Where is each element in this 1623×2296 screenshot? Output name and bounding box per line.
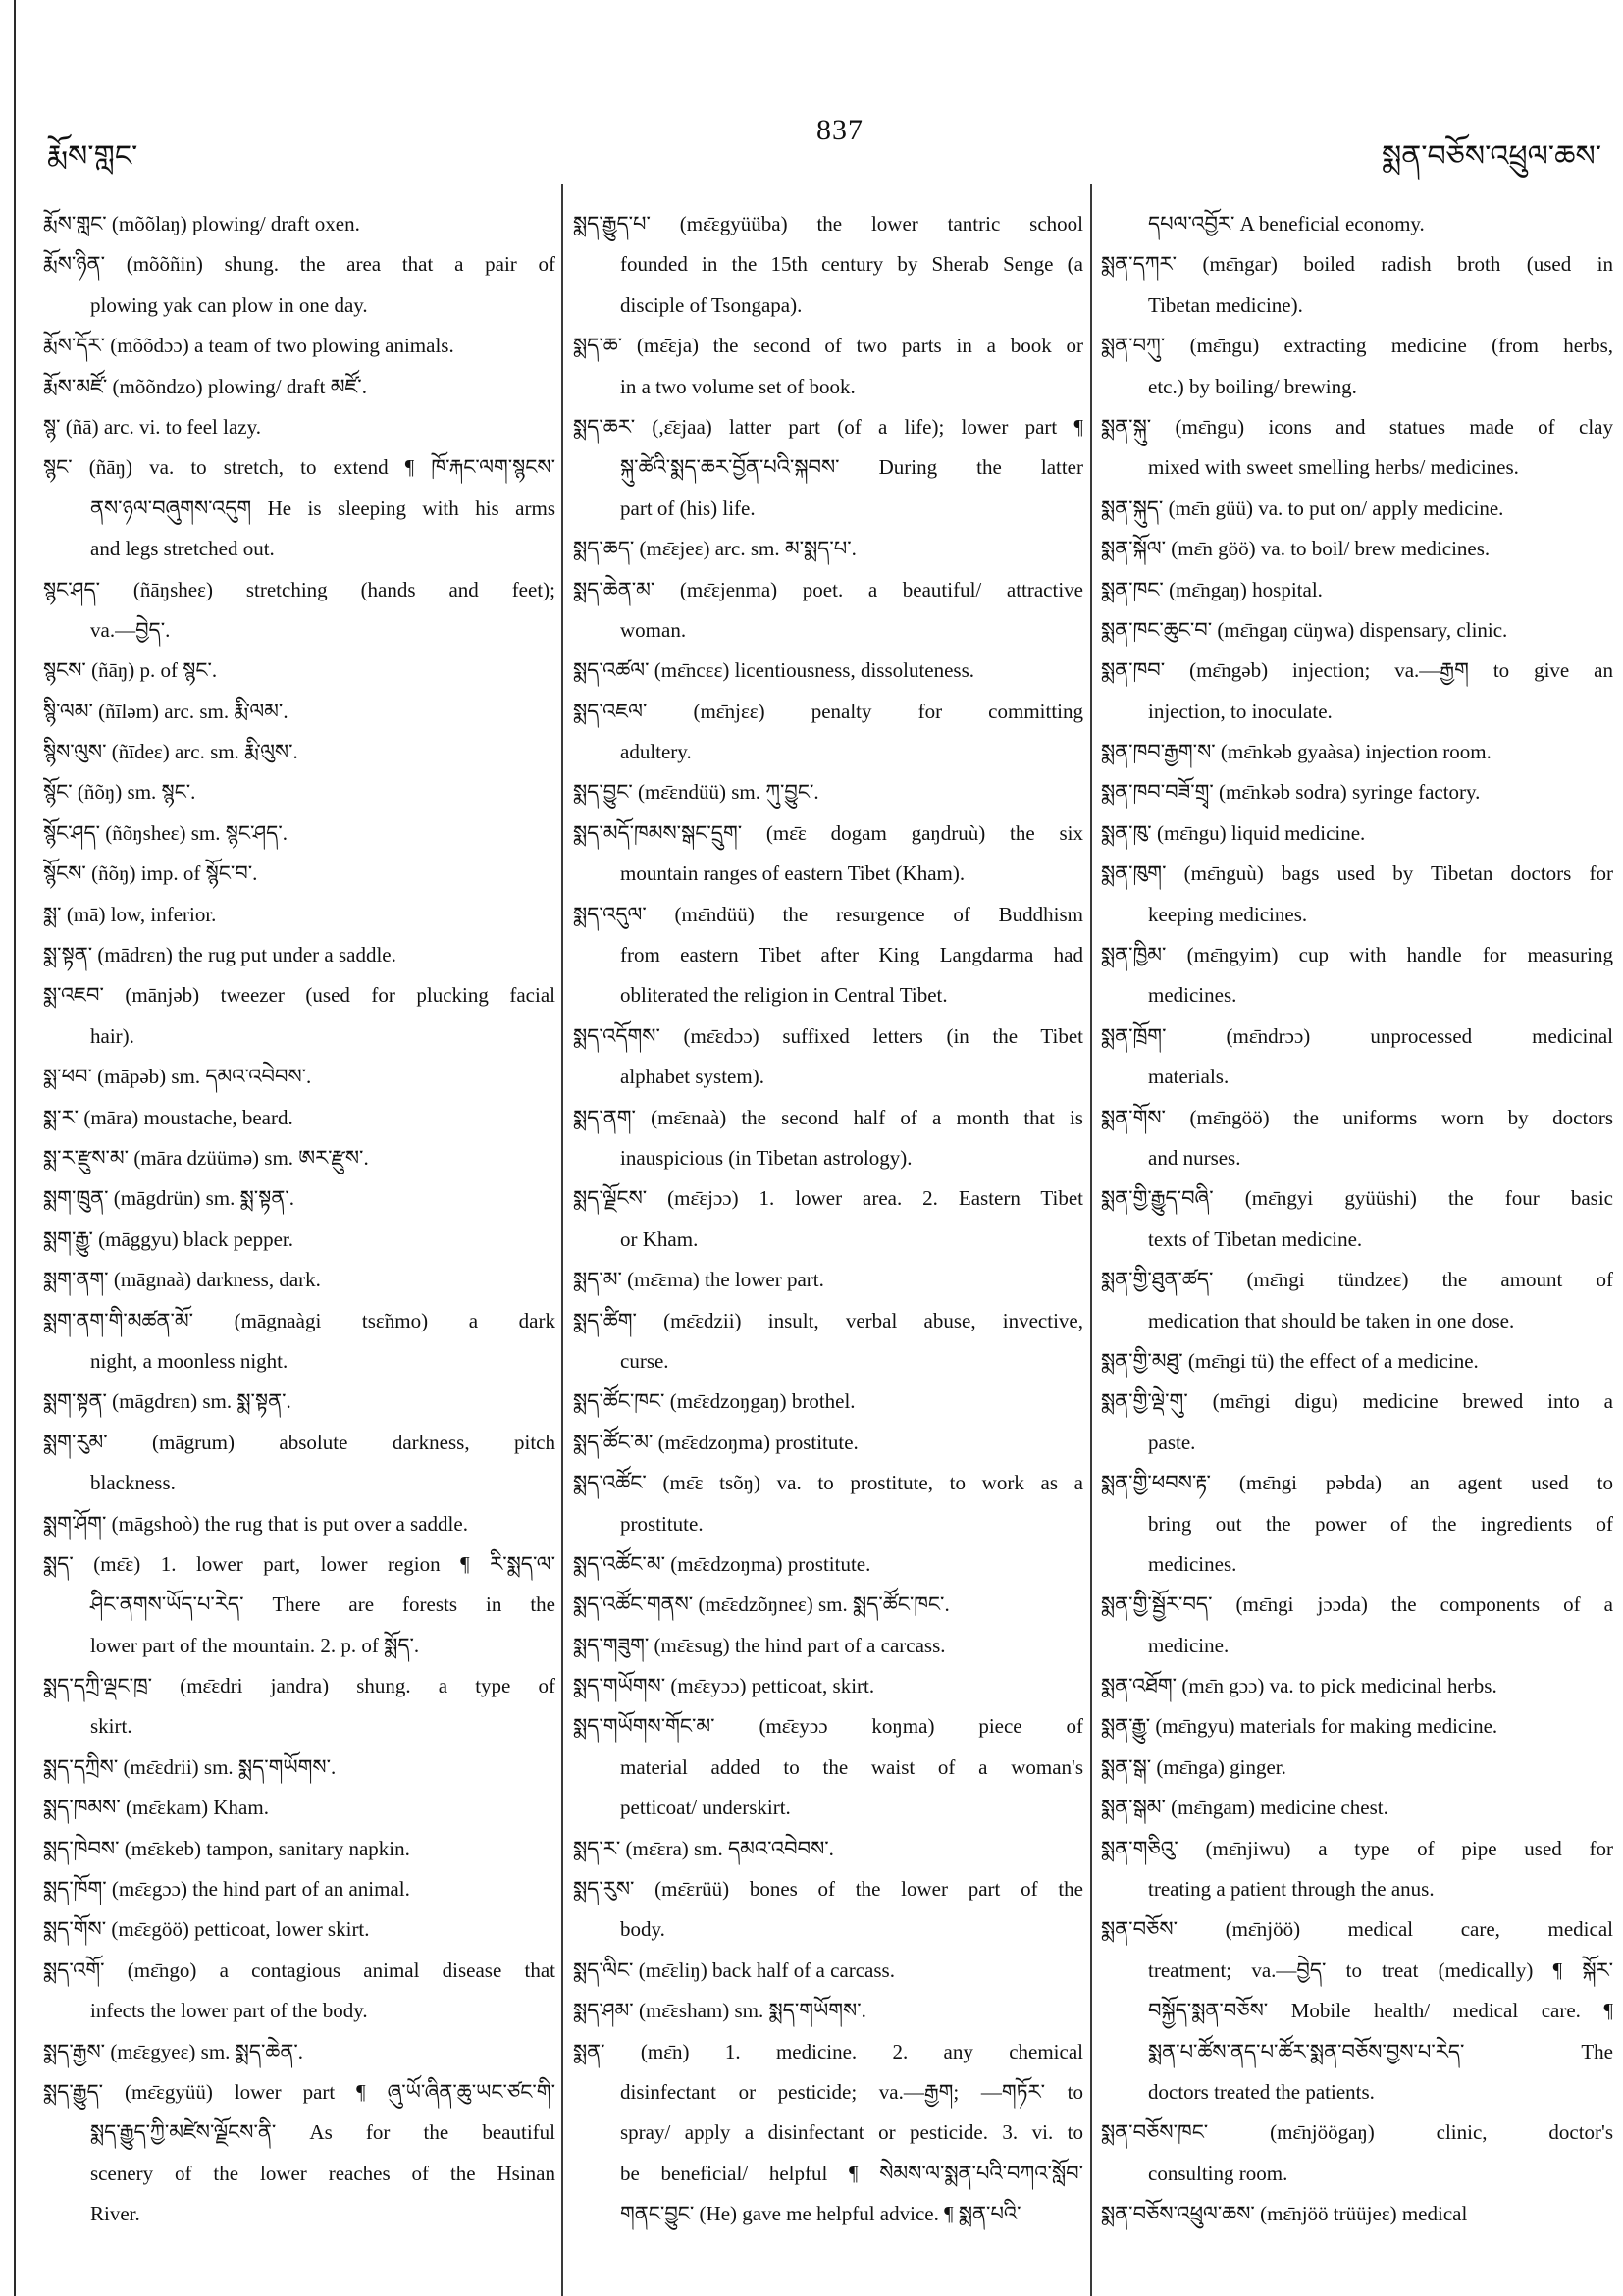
dictionary-entry [573, 1301, 1083, 1383]
entry-line: disinfectant or pesticide; va.—རྒྱག; —གཏོར་ to [620, 2079, 1083, 2104]
left-margin-rule [14, 0, 16, 2296]
entry-headline: སྨན་ཁབ་ (mɛ̄ngəb) injection; va.—རྒྱག to give an [1101, 658, 1613, 683]
dictionary-entry [1101, 772, 1613, 812]
entry-headline: སྨན་གྱི་མཐུ་ (mɛ̄ngi tü) the effect of a medicine. [1101, 1348, 1479, 1373]
entry-line: keeping medicines. [1148, 902, 1308, 926]
entry-headline: སྨག་རུམ་ (māgrum) absolute darkness, pitch [43, 1430, 555, 1454]
dictionary-entry [1101, 935, 1613, 1017]
entry-headline: སྨན་སྒ་ (mɛ̄nga) ginger. [1101, 1754, 1286, 1779]
entry-headline: སྨན་ཁྱིམ་ (mɛ̄ngyim) cup with handle for measuring [1101, 943, 1613, 967]
dictionary-entry [43, 813, 555, 854]
entry-line: founded in the 15th century by Sherab Senge (a [620, 252, 1083, 277]
entry-headline: སྙངས་ (ñāŋ) p. of སྙང་. [43, 658, 218, 683]
entry-line: and legs stretched out. [90, 537, 275, 561]
dictionary-entry [43, 1098, 555, 1138]
dictionary-entry [1101, 244, 1613, 326]
entry-line: alphabet system). [620, 1065, 764, 1089]
dictionary-entry [1101, 1748, 1613, 1788]
entry-line: treating a patient through the anus. [1148, 1877, 1435, 1902]
entry-headline: སྨད་ཆ་ (mɛ̄ɛja) the second of two parts in a book or [573, 334, 1083, 358]
entry-headline: སྨན་གྱི་ཐུན་ཚད་ (mɛ̄ngi tündzeɛ) the amount of [1101, 1268, 1613, 1292]
dictionary-entry [43, 1178, 555, 1219]
entry-line: curse. [620, 1348, 669, 1373]
dictionary-entry [573, 1544, 1083, 1585]
dictionary-entry [573, 204, 1083, 326]
entry-line: ཤིང་ནགས་ཡོད་པ་རེད་ There are forests in the [90, 1592, 555, 1617]
entry-headline: སྨན་གྱི་རྒྱུད་བཞི་ (mɛ̄ngyi gyüüshi) the four basic [1101, 1186, 1613, 1211]
entry-headline: རྨོས་ཉིན་ (mõõñin) shung. the area that a pair of [43, 252, 555, 277]
entry-headline: སྨག་ཤོག་ (māgshoò) the rug that is put over a saddle. [43, 1511, 468, 1536]
entry-line: materials. [1148, 1065, 1230, 1089]
column-divider [561, 184, 563, 2296]
dictionary-entry [573, 1869, 1083, 1951]
entry-line: བསྐྱོད་སྨན་བཅོས་ Mobile health/ medical care. ¶ [1148, 1999, 1613, 2023]
dictionary-entry [573, 895, 1083, 1017]
entry-line: spray/ apply a disinfectant or pesticide. 3. vi. to [620, 2120, 1083, 2145]
entry-headline: སྨད་ཁམས་ (mɛ̄ɛkam) Kham. [43, 1796, 269, 1820]
entry-headline: སྨད་མ་ (mɛ̄ɛma) the lower part. [573, 1268, 824, 1292]
entry-headline: སྙི་ལམ་ (ñīləm) arc. sm. རྨི་ལམ་. [43, 699, 288, 723]
entry-headline: སྨན་ཁུ་ (mɛ̄ngu) liquid medicine. [1101, 820, 1366, 845]
entry-headline: སྨད་འཇལ་ (mɛ̄njɛɛ) penalty for committing [573, 699, 1083, 723]
dictionary-entry [573, 1991, 1083, 2031]
entry-line: inauspicious (in Tibetan astrology). [620, 1145, 913, 1170]
dictionary-entry [43, 1748, 555, 1788]
dictionary-entry [573, 772, 1083, 812]
entry-line: night, a moonless night. [90, 1348, 288, 1373]
entry-line: སྐུ་ཚེའི་སྨད་ཆར་བྱོན་པའི་སྐབས་ During the latter [620, 455, 1083, 480]
entry-line: medicines. [1148, 1551, 1237, 1576]
entry-headline: སྨད་ཆད་ (mɛ̄ɛjeɛ) arc. sm. མ་སྨད་པ་. [573, 537, 857, 561]
entry-headline: སྙོངས་ (ñõŋ) imp. of སྙོང་བ་. [43, 861, 258, 886]
entry-headline: སྨག་རྒྱུ་ (māggyu) black pepper. [43, 1226, 293, 1251]
dictionary-entry [1101, 1098, 1613, 1179]
entry-headline: སྨ་ཕབ་ (māpəb) sm. དམའ་འབེབས་. [43, 1065, 312, 1089]
entry-headline: སྨན་གོས་ (mɛ̄ngöö) the uniforms worn by doctors [1101, 1105, 1613, 1129]
dictionary-entry [43, 204, 555, 244]
entry-line: in a two volume set of book. [620, 374, 856, 398]
entry-headline: སྙིས་ལུས་ (ñīdeɛ) arc. sm. རྨི་ལུས་. [43, 740, 298, 764]
column-1 [43, 204, 555, 2235]
entry-headline: སྨད་རུས་ (mɛ̄ɛrüü) bones of the lower part of the [573, 1877, 1083, 1902]
dictionary-entry [1101, 1178, 1613, 1260]
entry-line: etc.) by boiling/ brewing. [1148, 374, 1357, 398]
entry-headline: སྨད་དཀྲིས་ (mɛ̄ɛdrii) sm. སྨད་གཡོགས་. [43, 1754, 337, 1779]
entry-headline: སྨད་ལྗོངས་ (mɛ̄ɛjɔɔ) 1. lower area. 2. Eastern Tibet [573, 1186, 1083, 1211]
dictionary-entry [1101, 489, 1613, 529]
dictionary-entry [1101, 854, 1613, 935]
entry-headline: སྙང་ (ñāŋ) va. to stretch, to extend ¶ ཁོ་རྐང་ལག་སྙངས་ [43, 455, 555, 480]
entry-headline: སྨ་སྟན་ (mādrɛn) the rug put under a saddle. [43, 943, 396, 967]
entry-headline: སྨན་རྒྱུ་ (mɛ̄ngyu) materials for making medicine. [1101, 1714, 1498, 1739]
entry-headline: སྙང་ཤད་ (ñāŋsheɛ) stretching (hands and feet); [43, 577, 555, 601]
entry-headline: སྙོང་ (ñõŋ) sm. སྙང་. [43, 780, 196, 805]
dictionary-entry [43, 895, 555, 935]
entry-headline: སྨད་གཡོགས་གོང་མ་ (mɛ̄ɛyɔɔ koŋma) piece of [573, 1714, 1083, 1739]
entry-headline: སྨན་སྐུད་ (mɛ̄n güü) va. to put on/ apply medicine. [1101, 496, 1504, 520]
entry-line: be beneficial/ helpful ¶ སེམས་ལ་སྨན་པའི་བཀའ་སློབ་ [620, 2161, 1083, 2185]
dictionary-entry [1101, 1382, 1613, 1463]
entry-headline: རྨོས་མཛོ་ (mõõndzo) plowing/ draft མཛོ་. [43, 374, 367, 398]
entry-headline: སྨན་སྒམ་ (mɛ̄ngam) medicine chest. [1101, 1796, 1388, 1820]
dictionary-entry [43, 1951, 555, 2032]
entry-headline: སྨན་བཀུ་ (mɛ̄ngu) extracting medicine (from herbs, [1101, 334, 1613, 358]
entry-headline: སྨད་འཚོང་མ་ (mɛ̄ɛdzoŋma) prostitute. [573, 1551, 871, 1576]
entry-headline: སྨད་ཁེབས་ (mɛ̄ɛkeb) tampon, sanitary napkin. [43, 1836, 410, 1860]
dictionary-entry [43, 1057, 555, 1097]
entry-line: from eastern Tibet after King Langdarma had [620, 943, 1083, 967]
entry-line: injection, to inoculate. [1148, 699, 1333, 723]
dictionary-entry [573, 407, 1083, 529]
dictionary-entry [1101, 529, 1613, 569]
dictionary-entry [43, 2072, 555, 2235]
entry-line: doctors treated the patients. [1148, 2079, 1375, 2104]
dictionary-entry [43, 1544, 555, 1666]
dictionary-entry [43, 1260, 555, 1300]
entry-line: medicines. [1148, 983, 1237, 1008]
dictionary-entry [573, 1666, 1083, 1706]
dictionary-entry [573, 1098, 1083, 1179]
entry-line: plowing yak can plow in one day. [90, 292, 368, 317]
entry-headline: སྨད་གཡོགས་ (mɛ̄ɛyɔɔ) petticoat, skirt. [573, 1674, 875, 1698]
entry-headline: སྨད་འདོགས་ (mɛ̄ɛdɔɔ) suffixed letters (in the Tibet [573, 1023, 1083, 1048]
dictionary-entry [1101, 1585, 1613, 1666]
entry-headline: སྨན་ཁང་ཆུང་བ་ (mɛ̄ngaŋ cüŋwa) dispensary, clinic. [1101, 617, 1508, 642]
entry-headline: སྨ་འཇབ་ (mānjəb) tweezer (used for plucking facial [43, 983, 555, 1008]
dictionary-entry [43, 244, 555, 326]
entry-line: paste. [1148, 1430, 1196, 1454]
dictionary-entry [43, 1829, 555, 1869]
entry-headline: སྨན་ཁང་ (mɛ̄ngaŋ) hospital. [1101, 577, 1323, 601]
entry-headline: སྨན་གྱི་ཕབས་རྟ་ (mɛ̄ngi pəbda) an agent used to [1101, 1471, 1613, 1495]
entry-headline: སྨག་ནག་གི་མཚན་མོ་ (māgnaàgi tsɛ̃nmo) a dark [43, 1308, 555, 1332]
dictionary-entry [43, 1869, 555, 1909]
entry-headline: སྨད་རྒྱུད་པ་ (mɛ̄ɛgyüüba) the lower tantric school [573, 212, 1083, 235]
dictionary-entry [43, 1138, 555, 1178]
dictionary-entry [573, 1951, 1083, 1991]
dictionary-entry [573, 1829, 1083, 1869]
dictionary-entry [43, 447, 555, 569]
entry-line: scenery of the lower reaches of the Hsinan [90, 2161, 555, 2185]
dictionary-entry [573, 1017, 1083, 1098]
running-head-left: རྨོས་གླང་ [47, 140, 138, 173]
dictionary-entry [573, 813, 1083, 895]
dictionary-entry [43, 732, 555, 772]
entry-line: woman. [620, 617, 687, 642]
page-number: 837 [816, 114, 864, 146]
entry-headline: སྨད་རྒྱུད་ (mɛ̄ɛgyüü) lower part ¶ ཞུ་ཡོ་ཞིན་ཆུ་ཡང་ཙང་གི་ [43, 2079, 555, 2104]
dictionary-entry [43, 1301, 555, 1383]
dictionary-entry [573, 1585, 1083, 1625]
entry-line: lower part of the mountain. 2. p. of སྨོད་. [90, 1633, 420, 1657]
dictionary-entry [1101, 1829, 1613, 1910]
entry-line: or Kham. [620, 1226, 699, 1251]
entry-line: སྨད་རྒྱུད་ཀྱི་མཛེས་ལྗོངས་ནི་ As for the beautiful [90, 2120, 555, 2145]
entry-headline: སྨན་ཁྲོག་ (mɛ̄ndrɔɔ) unprocessed medicinal [1101, 1023, 1613, 1048]
entry-line: skirt. [90, 1714, 132, 1739]
entry-headline: སྨད་འདུལ་ (mɛ̄ndüü) the resurgence of Buddhism [573, 902, 1083, 926]
dictionary-entry [573, 1423, 1083, 1463]
entry-line: infects the lower part of the body. [90, 1999, 368, 2023]
dictionary-entry [1101, 651, 1613, 732]
dictionary-entry [1101, 1666, 1613, 1706]
dictionary-entry [573, 1260, 1083, 1300]
entry-line: va.—བྱེད་. [90, 617, 171, 642]
entry-headline: སྨད་ (mɛ̄ɛ) 1. lower part, lower region ¶ རི་སྨད་ལ་ [43, 1551, 555, 1576]
entry-headline: སྨན་གྱི་སྦྱོར་བད་ (mɛ̄ngi jɔɔda) the components of a [1101, 1592, 1613, 1617]
dictionary-entry [1101, 813, 1613, 854]
entry-line: prostitute. [620, 1511, 704, 1536]
entry-line: blackness. [90, 1471, 176, 1495]
dictionary-entry [43, 975, 555, 1057]
entry-line: hair). [90, 1023, 134, 1048]
dictionary-entry [43, 1423, 555, 1504]
entry-headline: སྨད་ཚིག་ (mɛ̄ɛdzii) insult, verbal abuse, invective, [573, 1308, 1083, 1332]
entry-headline: སྨད་འཚོང་ (mɛ̄ɛ tsõŋ) va. to prostitute, to work as a [573, 1471, 1083, 1495]
entry-headline: སྨད་ཚོང་ཁང་ (mɛ̄ɛdzoŋgaŋ) brothel. [573, 1389, 856, 1414]
dictionary-entry [1101, 732, 1613, 772]
entry-headline: སྨད་མདོ་ཁམས་སྒང་དྲུག་ (mɛ̄ɛ dogam gaŋdruù) the six [573, 820, 1083, 845]
entry-line: དཔལ་འབྱོར་ A beneficial economy. [1148, 212, 1425, 235]
entry-headline: སྨད་ཁོག་ (mɛ̄ɛgɔɔ) the hind part of an animal. [43, 1877, 410, 1902]
dictionary-entry [43, 692, 555, 732]
entry-line: སྨན་པ་ཚོས་ནད་པ་ཚོར་སྨན་བཅོས་བྱས་པ་རེད་ The [1148, 2039, 1613, 2063]
entry-line: River. [90, 2202, 140, 2226]
dictionary-entry [1101, 2194, 1613, 2234]
entry-headline: སྨན་གྱི་ལྡེ་གུ་ (mɛ̄ngi digu) medicine brewed into a [1101, 1389, 1613, 1414]
entry-headline: སྨན་སྐུ་ (mɛ̄ngu) icons and statues made of clay [1101, 414, 1613, 439]
entry-headline: སྨད་ནག་ (mɛ̄ɛnaà) the second half of a month that is [573, 1105, 1083, 1129]
dictionary-entry [43, 326, 555, 366]
entry-headline: སྨན་ཁུག་ (mɛ̄nguù) bags used by Tibetan doctors for [1101, 861, 1613, 886]
entry-headline: རྨོས་གླང་ (mõõlaŋ) plowing/ draft oxen. [43, 212, 360, 235]
dictionary-entry [43, 1504, 555, 1544]
dictionary-entry [1101, 407, 1613, 489]
entry-headline: སྙ་ (ñā) arc. vi. to feel lazy. [43, 414, 261, 439]
dictionary-entry [43, 854, 555, 894]
entry-line: part of (his) life. [620, 496, 756, 520]
entry-headline: སྨད་བྱུང་ (mɛ̄ɛndüü) sm. ཀུ་བྱུང་. [573, 780, 819, 805]
entry-headline: སྨད་གཟུག་ (mɛ̄ɛsug) the hind part of a carcass. [573, 1633, 946, 1657]
entry-headline: སྨག་སྟན་ (māgdrɛn) sm. སྨ་སྟན་. [43, 1389, 291, 1414]
entry-headline: སྨག་ཁྲུན་ (māgdrün) sm. སྨ་སྟན་. [43, 1186, 295, 1211]
dictionary-entry [1101, 1260, 1613, 1341]
entry-line: obliterated the religion in Central Tibet. [620, 983, 948, 1008]
dictionary-entry [43, 367, 555, 407]
entry-headline: སྨད་འཚོང་གནས་ (mɛ̄ɛdzõŋneɛ) sm. སྨད་ཚོང་ཁང་. [573, 1592, 950, 1617]
dictionary-entry [43, 1666, 555, 1748]
running-head-right: སྨན་བཅོས་འཕྲུལ་ཆས་ [1381, 140, 1601, 173]
dictionary-entry [573, 1382, 1083, 1422]
entry-headline: སྨན་བཅོས་འཕྲུལ་ཆས་ (mɛ̄njöö trüüjeɛ) medical [1101, 2202, 1468, 2226]
entry-line: petticoat/ underskirt. [620, 1796, 791, 1820]
dictionary-entry [1101, 1341, 1613, 1382]
entry-headline: སྨན་ཁབ་རྒྱག་ས་ (mɛ̄nkəb gyaàsa) injection room. [1101, 740, 1492, 764]
entry-headline: སྨད་ཚོང་མ་ (mɛ̄ɛdzoŋma) prostitute. [573, 1430, 859, 1454]
dictionary-entry [573, 1626, 1083, 1666]
entry-headline: སྨན་ (mɛ̄n) 1. medicine. 2. any chemical [573, 2039, 1083, 2063]
column-2 [573, 204, 1083, 2235]
entry-line: consulting room. [1148, 2161, 1288, 2185]
entry-line: treatment; va.—བྱེད་ to treat (medically) ¶ སྐོར་ [1148, 1957, 1613, 1982]
entry-line: medication that should be taken in one dose. [1148, 1308, 1515, 1332]
dictionary-entry [43, 1382, 555, 1422]
entry-headline: སྙོང་ཤད་ (ñõŋsheɛ) sm. སྙང་ཤད་. [43, 820, 288, 845]
entry-line: body. [620, 1917, 665, 1942]
entry-line: adultery. [620, 740, 692, 764]
dictionary-entry [43, 1909, 555, 1950]
entry-headline: སྨད་ཆེན་མ་ (mɛ̄ɛjenma) poet. a beautiful/ attractive [573, 577, 1083, 601]
entry-headline: སྨད་རྒྱས་ (mɛ̄ɛgyeɛ) sm. སྨད་ཆེན་. [43, 2039, 304, 2063]
dictionary-entry [573, 529, 1083, 569]
entry-headline: སྨ་ (mā) low, inferior. [43, 902, 217, 926]
dictionary-entry [43, 407, 555, 447]
dictionary-entry [43, 570, 555, 652]
entry-line: disciple of Tsongapa). [620, 292, 803, 317]
column-3 [1101, 204, 1613, 2235]
dictionary-entry [43, 651, 555, 691]
dictionary-entry [43, 1220, 555, 1260]
entry-line: texts of Tibetan medicine. [1148, 1226, 1363, 1251]
entry-line: bring out the power of the ingredients of [1148, 1511, 1613, 1536]
dictionary-entry [1101, 1463, 1613, 1585]
entry-line: and nurses. [1148, 1145, 1241, 1170]
entry-headline: སྨ་ར་ (māra) moustache, beard. [43, 1105, 293, 1129]
entry-headline: རྨོས་དོར་ (mõõdɔɔ) a team of two plowing animals. [43, 334, 454, 358]
column-divider [1090, 184, 1092, 2296]
entry-headline: སྨན་བཅོས་ཁང་ (mɛ̄njöögaŋ) clinic, doctor's [1101, 2120, 1613, 2145]
dictionary-entry [1101, 610, 1613, 651]
entry-headline: སྨན་སྐོལ་ (mɛ̄n göö) va. to boil/ brew medicines. [1101, 537, 1491, 561]
dictionary-entry [573, 651, 1083, 691]
entry-line: material added to the waist of a woman's [620, 1754, 1083, 1779]
dictionary-entry [1101, 1909, 1613, 2113]
dictionary-entry [573, 1463, 1083, 1544]
entry-headline: སྨད་ར་ (mɛ̄ɛra) sm. དམའ་འབེབས་. [573, 1836, 834, 1860]
entry-headline: སྨད་དཀྲི་ལྡང་ཁྲ་ (mɛ̄ɛdri jandra) shung. a type of [43, 1674, 555, 1698]
dictionary-entry [573, 1706, 1083, 1828]
dictionary-entry [43, 1788, 555, 1828]
entry-headline: སྨ་ར་རྫུས་མ་ (māra dzüümə) sm. ཨར་རྫུས་. [43, 1145, 369, 1170]
dictionary-entry [573, 1178, 1083, 1260]
dictionary-entry [1101, 326, 1613, 407]
dictionary-entry [573, 570, 1083, 652]
dictionary-entry [43, 772, 555, 812]
continued-entry [1101, 204, 1613, 244]
entry-headline: སྨད་ལིང་ (mɛ̄ɛliŋ) back half of a carcass. [573, 1957, 895, 1982]
dictionary-entry [1101, 570, 1613, 610]
dictionary-entry [573, 2032, 1083, 2235]
entry-headline: སྨད་གོས་ (mɛ̄ɛgöö) petticoat, lower skirt. [43, 1917, 370, 1942]
entry-headline: སྨན་དཀར་ (mɛ̄ngar) boiled radish broth (used in [1101, 252, 1613, 277]
dictionary-entry [573, 326, 1083, 407]
entry-headline: སྨན་བཅོས་ (mɛ̄njöö) medical care, medical [1101, 1917, 1613, 1942]
entry-line: medicine. [1148, 1633, 1230, 1657]
entry-headline: སྨན་གཅིའུ་ (mɛ̄njiwu) a type of pipe used for [1101, 1836, 1613, 1860]
entry-headline: སྨན་ཁབ་བཟོ་གྲྭ་ (mɛ̄nkəb sodra) syringe factory. [1101, 780, 1481, 805]
entry-line: mountain ranges of eastern Tibet (Kham). [620, 861, 966, 886]
entry-line: གནང་བྱུང་ (He) gave me helpful advice. ¶ སྨན་པའི་ [620, 2202, 1021, 2226]
dictionary-entry [1101, 1017, 1613, 1098]
entry-headline: སྨད་འགོ་ (mɛ̄ngo) a contagious animal disease that [43, 1957, 555, 1982]
entry-line: Tibetan medicine). [1148, 292, 1303, 317]
entry-headline: སྨག་ནག་ (māgnaà) darkness, dark. [43, 1268, 321, 1292]
dictionary-entry [1101, 2113, 1613, 2194]
dictionary-entry [573, 692, 1083, 773]
dictionary-entry [1101, 1788, 1613, 1828]
entry-line: mixed with sweet smelling herbs/ medicines. [1148, 455, 1519, 480]
dictionary-entry [1101, 1706, 1613, 1747]
entry-headline: སྨད་ཤམ་ (mɛ̄ɛsham) sm. སྨད་གཡོགས་. [573, 1999, 866, 2023]
entry-headline: སྨད་ཆར་ (,ɛ̄ɛjaa) latter part (of a life); lower part ¶ [573, 414, 1083, 439]
entry-headline: སྨན་འཐོག་ (mɛ̄n gɔɔ) va. to pick medicinal herbs. [1101, 1674, 1497, 1698]
dictionary-entry [43, 2032, 555, 2072]
dictionary-entry [43, 935, 555, 975]
entry-headline: སྨད་འཚལ་ (mɛ̄ncɛɛ) licentiousness, dissoluteness. [573, 658, 975, 683]
entry-line: ནས་ཉལ་བཞུགས་འདུག He is sleeping with his arms [90, 496, 555, 520]
